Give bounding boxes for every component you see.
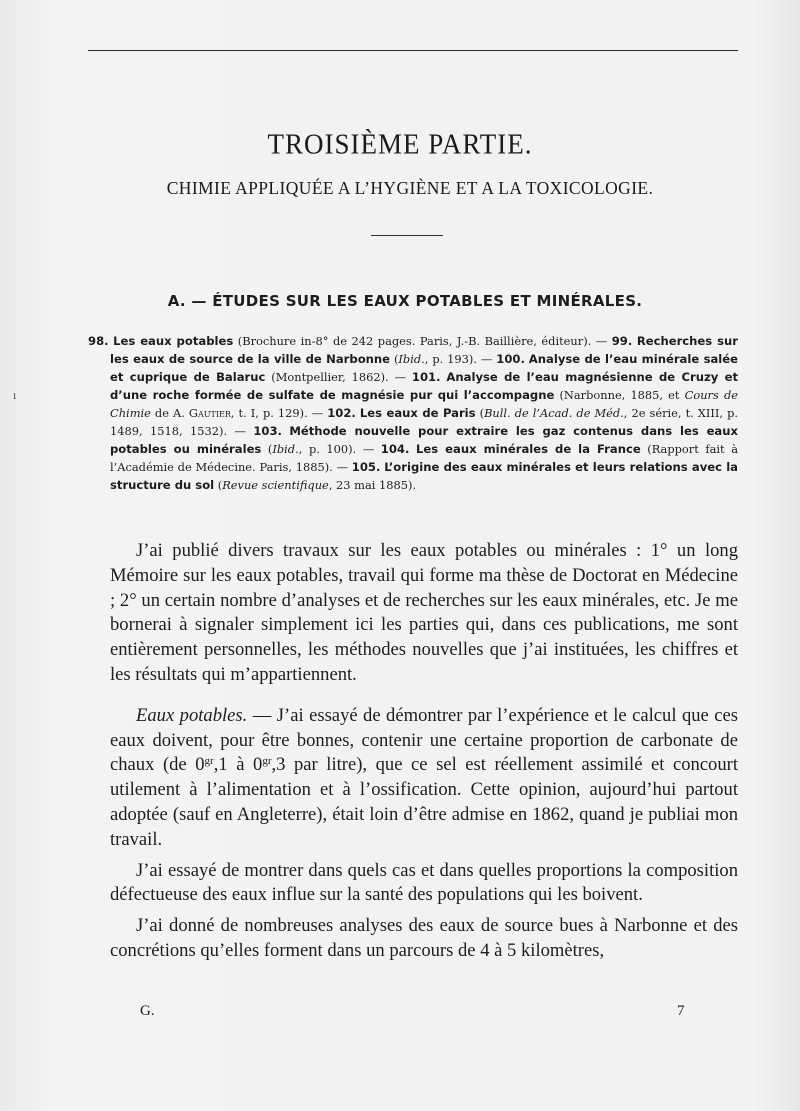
ref-source: Bull. de l’Acad. de Méd. (484, 406, 624, 420)
top-rule (88, 50, 738, 51)
ref-detail: ( (261, 442, 273, 456)
page-number: 7 (677, 1003, 685, 1019)
ref-detail: , t. I, p. 129). — (230, 406, 328, 420)
ref-detail: (Brochure in-8° de 242 pages. Paris, J.-B. Baillière, éditeur). — (233, 334, 612, 348)
ref-number: 103. (253, 424, 282, 438)
ref-title: L’origine des eaux minérales et leurs relations avec la structure du sol (110, 460, 739, 492)
ref-title: Les eaux minérales de la France (416, 442, 641, 456)
ref-detail: de A. (150, 406, 189, 420)
ref-detail: , 23 mai 1885). (328, 478, 417, 492)
references-block (88, 332, 738, 494)
ref-number: 98. (88, 334, 109, 348)
body-paragraph (110, 704, 738, 853)
ref-detail: , 2e série, t. XIII, p. 1489, 1518, 1532). — (110, 406, 738, 438)
ref-number: 104. (380, 442, 410, 456)
ref-title: Recherches sur les eaux de source de la ville de Narbonne (110, 334, 739, 366)
margin-mark: ı (13, 391, 17, 402)
body-paragraph: J’ai publié divers travaux sur les eaux potables ou minérales : 1° un long Mémoire sur les eaux potables, travail qui forme ma thèse de Doctorat en Médecine ; 2° un certain nombre d’analyses et de recherches sur les eaux minérales, etc. Je me bornerai à signaler simplement ici les parties qui, dans ces publications, me sont entièrement personnelles, les méthodes nouvelles que j’ai instituées, les chiffres et les résultats qui m’appartiennent. (110, 540, 738, 685)
ref-detail: ( (475, 406, 485, 420)
body-span: ,1 à 0 (213, 754, 263, 776)
ref-number: 102. (327, 406, 356, 420)
unit-superscript: gr (262, 755, 272, 768)
ref-detail: (Rapport fait à l’Académie de Médecine. Paris, 1885). — (110, 442, 738, 474)
body-text (110, 539, 738, 964)
ref-number: 101. (411, 370, 441, 384)
ref-number: 100. (496, 352, 525, 366)
body-span: ,3 par litre), que ce sel est réellement assimilé et concourt utilement à l’alimentation et à l’ossification. Cette opinion, aujourd’hui partout adoptée (sauf en Angleterre), était loin d’être admise en 1862, quand je publiai mon travail. (110, 754, 739, 850)
ref-detail: , p. 193). — (424, 352, 497, 366)
unit-superscript: gr (204, 755, 214, 768)
signature-mark: G. (140, 1003, 155, 1019)
body-span: — J’ai essayé de démontrer par l’expérience et le calcul que ces eaux doivent, pour être bonnes, contenir une certaine proportion de carbonate de chaux (de 0 (110, 704, 738, 776)
ref-detail: ( (390, 352, 399, 366)
ref-title: Les eaux de Paris (359, 406, 476, 420)
ref-source: Ibid. (272, 442, 299, 456)
ref-title: Les eaux potables (113, 334, 234, 348)
paragraph-lead: Eaux potables. (136, 704, 248, 726)
section-heading: A. — ÉTUDES SUR LES EAUX POTABLES ET MINÉRALES. (167, 292, 643, 310)
ref-detail: (Montpellier, 1862). — (265, 370, 412, 384)
ref-detail: , p. 100). — (298, 442, 381, 456)
body-paragraph: J’ai donné de nombreuses analyses des eaux de source bues à Narbonne et des concrétions qu’elles forment dans un parcours de 4 à 5 kilomètres, (110, 915, 738, 961)
ref-title: Analyse de l’eau magnésienne de Cruzy et d’une roche formée de sulfate de magnésie pur qui l’accompagne (110, 370, 739, 402)
ref-number: 105. (351, 460, 381, 474)
part-subtitle: CHIMIE APPLIQUÉE A L’HYGIÈNE ET A LA TOXICOLOGIE. (166, 178, 654, 198)
references-paragraph (88, 332, 738, 494)
part-title: TROISIÈME PARTIE. (267, 128, 533, 160)
section-divider (371, 235, 443, 236)
ref-title: Analyse de l’eau minérale salée et cuprique de Balaruc (110, 352, 738, 384)
ref-source: Revue scientifique (222, 478, 329, 492)
ref-number: 99. (611, 334, 633, 348)
ref-title: Méthode nouvelle pour extraire les gaz contenus dans les eaux potables ou minérales (110, 424, 738, 456)
ref-source: Cours de Chimie (110, 388, 739, 420)
ref-source: Ibid. (398, 352, 425, 366)
ref-author: Gautier (188, 406, 231, 420)
ref-detail: ( (214, 478, 223, 492)
ref-detail: (Narbonne, 1885, et (554, 388, 685, 402)
body-paragraph: J’ai essayé de montrer dans quels cas et dans quelles proportions la composition défectueuse des eaux influe sur la santé des populations qui les boivent. (110, 859, 738, 906)
